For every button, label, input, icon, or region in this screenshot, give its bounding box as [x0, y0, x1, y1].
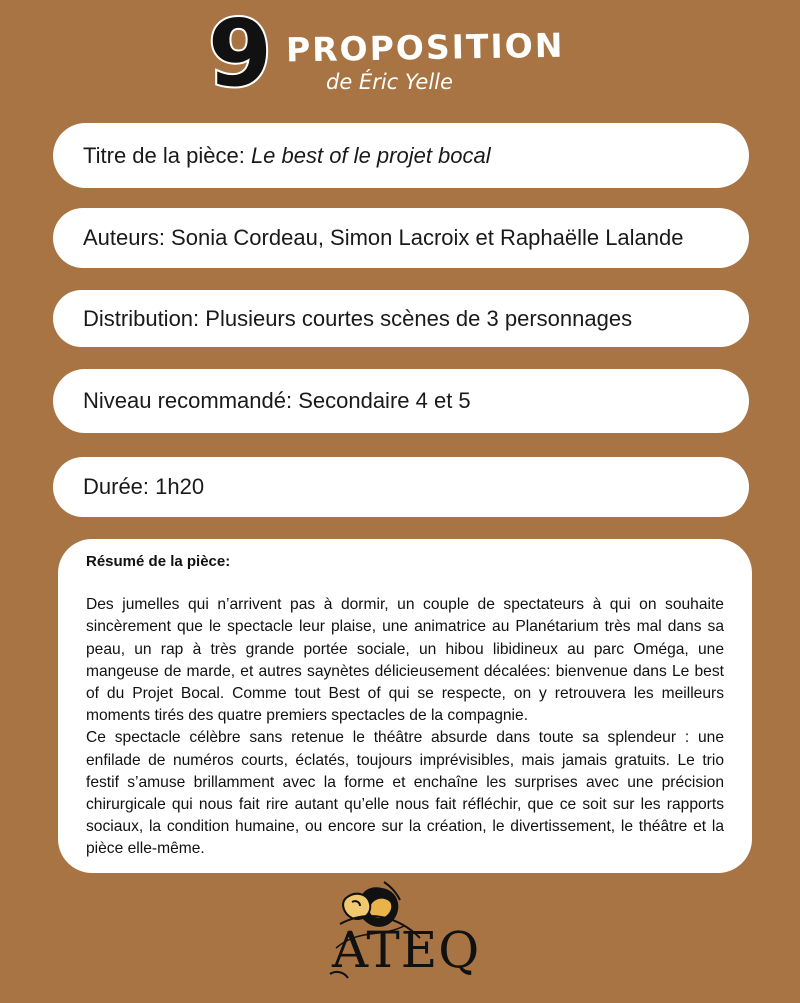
- ateq-logo: [300, 878, 530, 998]
- proposition-title: PROPOSITION: [285, 25, 565, 70]
- ateq-logo-text: ATEQ: [332, 921, 481, 979]
- summary-paragraph-1: Des jumelles qui n’arrivent pas à dormir, un couple de spectateurs à qui on souhaite sincèrement que le spectacle leur plaise, une animatrice au Planétarium très mal dans sa peau, un rap à très grande portée sociale, un hibou libidineux au parc Oméga, une mangeuse de marde, et autres saynètes délicieusement décalées: bienvenue dans Le best of du Projet Bocal. Comme tout Best of qui se respecte, on y retrouvera les meilleurs moments tirés des quatre premiers spectacles de la compagnie.: [86, 596, 724, 725]
- title-label: Titre de la pièce:: [83, 142, 251, 168]
- authors-field: [53, 208, 749, 268]
- proposition-number: [208, 0, 273, 107]
- duration-field: [53, 457, 749, 517]
- proposition-number-text: 9: [208, 0, 273, 107]
- cast-field: [53, 290, 749, 347]
- level-field: [53, 369, 749, 433]
- cast-text: Distribution: Plusieurs courtes scènes de 3 personnages: [83, 305, 633, 331]
- authors-text: Auteurs: Sonia Cordeau, Simon Lacroix et Raphaëlle Lalande: [83, 225, 684, 250]
- header: [0, 0, 800, 110]
- title-value: Le best of le projet bocal: [250, 142, 491, 168]
- summary-card: [58, 539, 752, 873]
- level-text: Niveau recommandé: Secondaire 4 et 5: [83, 388, 471, 413]
- summary-title: Résumé de la pièce:: [86, 553, 231, 570]
- duration-text: Durée: 1h20: [83, 474, 205, 499]
- proposition-author: de Éric Yelle: [326, 70, 453, 94]
- summary-paragraph-2: Ce spectacle célèbre sans retenue le théâtre absurde dans toute sa splendeur : une enfilade de numéros courts, éclatés, toujours imprévisibles, mais jamais gratuits. Le trio festif s’amuse brillamment avec la forme et enchaîne les surprises avec une précision chirurgicale qui nous fait rire autant qu’elle nous fait réfléchir, que ce soit sur les rapports sociaux, la condition humaine, ou encore sur la création, le divertissement, le théâtre et la pièce elle-même.: [86, 729, 724, 858]
- title-field: [53, 123, 749, 188]
